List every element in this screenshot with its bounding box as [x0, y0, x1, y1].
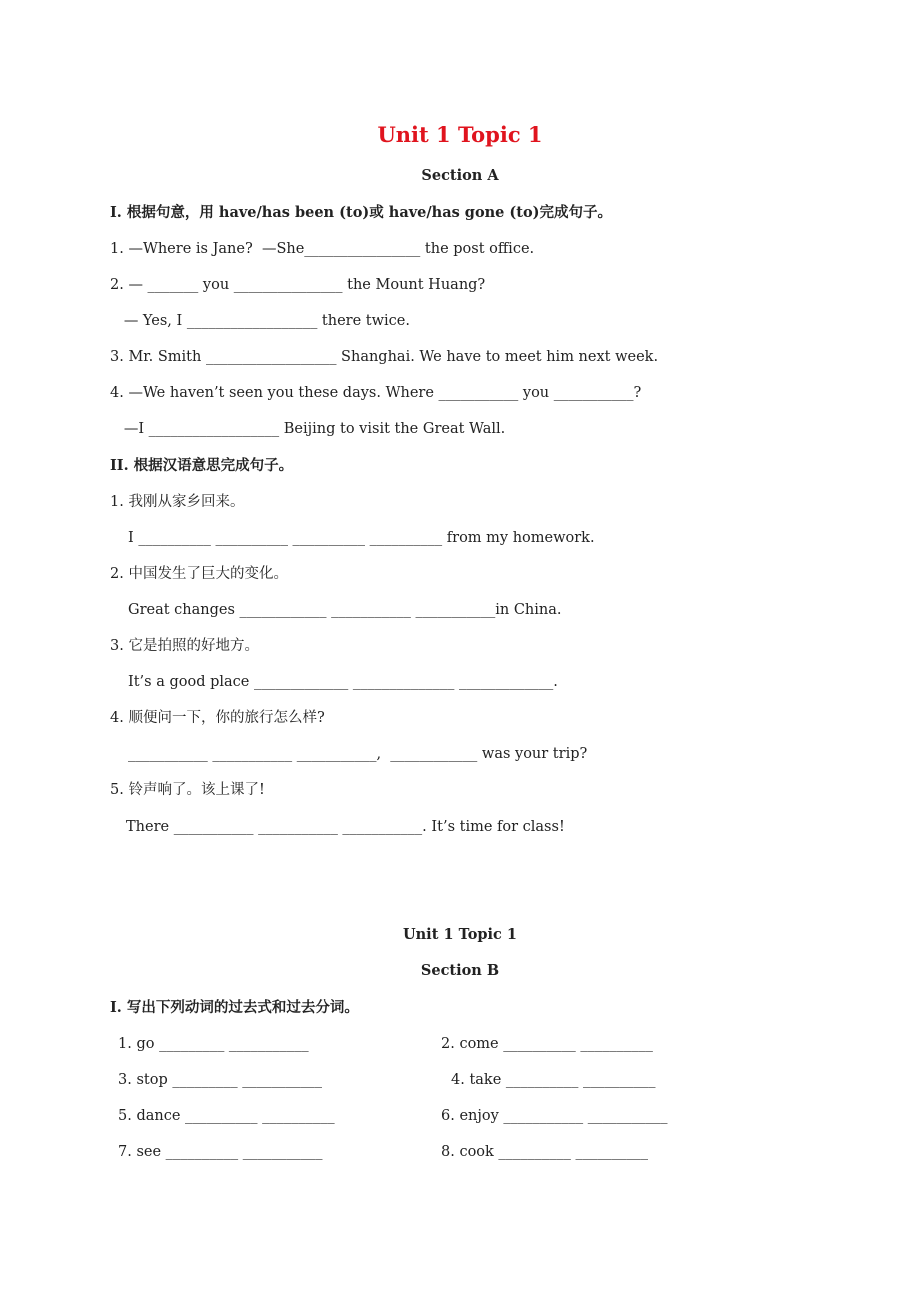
part1-line-1: 1. —Where is Jane? —She________________ the post office.	[110, 241, 535, 257]
verb-3: 3. stop _________ ___________	[118, 1072, 322, 1088]
part1-line-5: 4. —We haven’t seen you these days. Where ___________ you ___________?	[110, 385, 642, 401]
section-b-label: Section B	[420, 962, 500, 979]
page-title: Unit 1 Topic 1	[377, 122, 543, 147]
section-b-title: Unit 1 Topic 1	[403, 926, 517, 943]
part1-line-2: 2. — _______ you _______________ the Mount Huang?	[110, 277, 486, 293]
verb-1: 1. go _________ ___________	[118, 1036, 309, 1052]
section-a-label: Section A	[421, 167, 499, 184]
part1-heading: I. 根据句意，用 have/has been (to)或 have/has gone (to)完成句子。	[110, 204, 613, 221]
verb-4: 4. take __________ __________	[451, 1072, 656, 1088]
part2-item-3-en: It’s a good place _____________ ______________ _____________.	[128, 674, 558, 690]
verb-5: 5. dance __________ __________	[118, 1108, 335, 1124]
part1-line-3: — Yes, I __________________ there twice.	[110, 313, 410, 329]
part2-item-2-en: Great changes ____________ ___________ ___________in China.	[128, 602, 562, 618]
verb-7: 7. see __________ ___________	[118, 1144, 323, 1160]
part2-item-4-cn: 4. 顺便问一下，你的旅行怎么样?	[110, 710, 325, 726]
part2-item-4-en: ___________ ___________ ___________, ____________ was your trip?	[128, 746, 588, 762]
part2-item-2-cn: 2. 中国发生了巨大的变化。	[110, 566, 288, 582]
verb-8: 8. cook __________ __________	[441, 1144, 649, 1160]
part2-item-5-en: There ___________ ___________ ___________. It’s time for class!	[126, 819, 565, 835]
part2-item-1-cn: 1. 我刚从家乡回来。	[110, 494, 245, 510]
verb-2: 2. come __________ __________	[441, 1036, 653, 1052]
part2-item-3-cn: 3. 它是拍照的好地方。	[110, 638, 259, 654]
part1-line-4: 3. Mr. Smith __________________ Shanghai. We have to meet him next week.	[110, 349, 659, 365]
part1-line-6: —I __________________ Beijing to visit the Great Wall.	[110, 421, 506, 437]
verb-6: 6. enjoy ___________ ___________	[441, 1108, 668, 1124]
section-b-heading: I. 写出下列动词的过去式和过去分词。	[110, 999, 359, 1016]
part2-item-5-cn: 5. 铃声响了。该上课了!	[110, 782, 265, 798]
part2-heading: II. 根据汉语意思完成句子。	[110, 457, 294, 474]
part2-item-1-en: I __________ __________ __________ __________ from my homework.	[128, 530, 595, 546]
